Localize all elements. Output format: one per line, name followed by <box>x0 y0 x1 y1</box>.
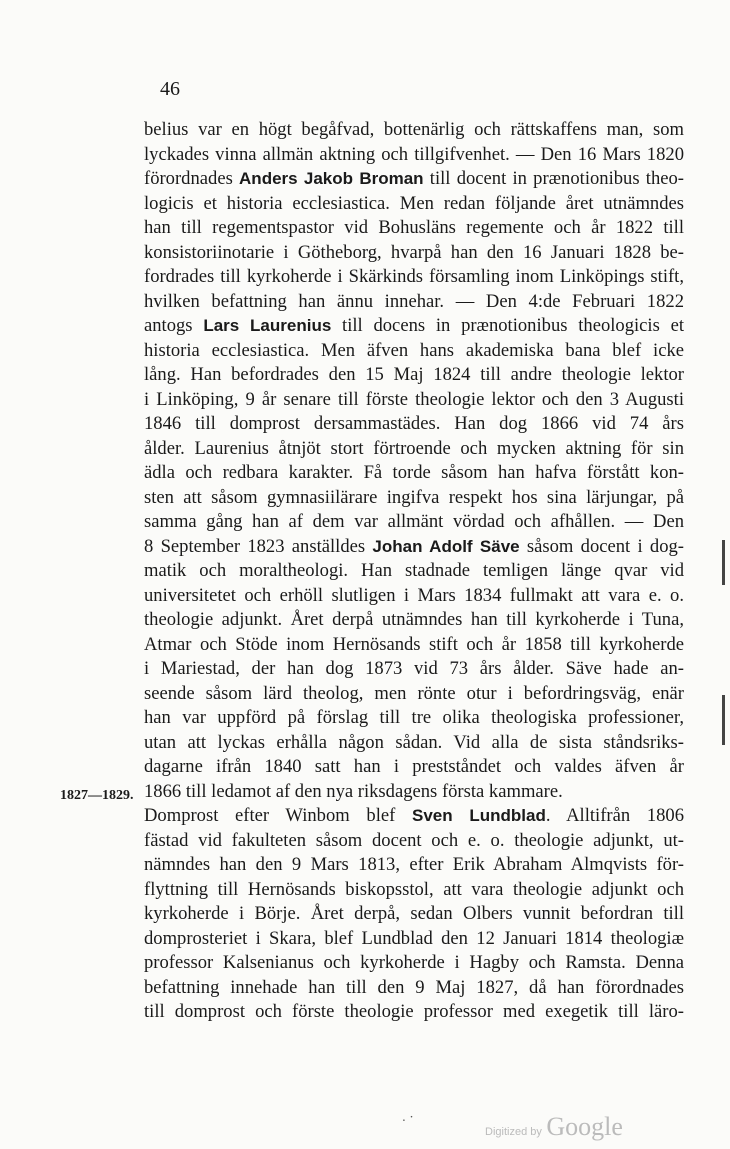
text-line <box>144 731 684 756</box>
text-line <box>144 657 684 682</box>
text-line <box>144 290 684 315</box>
text-run: historia ecclesiastica. Men äfven hans akademiska bana blef icke <box>144 339 684 361</box>
text-run: seende såsom lärd theolog, men rönte otur i befordringsväg, enär <box>144 682 684 704</box>
text-run: 8 September 1823 anställdes <box>144 535 373 557</box>
margin-rule <box>722 540 725 585</box>
text-line <box>144 829 684 854</box>
text-line <box>144 192 684 217</box>
body-text <box>144 118 684 1025</box>
text-line <box>144 804 684 829</box>
text-run: hvilken befattning han ännu innehar. — Den 4:de Februari 1822 <box>144 290 684 312</box>
text-run: 1846 till domprost dersammastädes. Han dog 1866 vid 74 års <box>144 413 684 434</box>
text-line <box>144 437 684 462</box>
text-run: domprosteriet i Skara, blef Lundblad den 12 Januari 1814 theologiæ <box>144 927 684 949</box>
text-line <box>144 682 684 707</box>
text-run: belius var en högt begåfvad, bottenärlig och rättskaffens man, som <box>144 119 684 140</box>
text-line <box>144 535 684 560</box>
text-run: Atmar och Stöde inom Hernösands stift och år 1858 till kyrkoherde <box>144 633 684 655</box>
text-line <box>144 608 684 633</box>
text-run: ädla och redbara karakter. Få torde såsom han hafva förstått kon- <box>144 462 684 483</box>
text-line <box>144 878 684 903</box>
text-line <box>144 412 684 437</box>
text-run: antogs <box>144 315 204 336</box>
text-line <box>144 143 684 168</box>
text-line <box>144 461 684 486</box>
text-run: ålder. Laurenius åtnjöt stort förtroende och mycken aktning för sin <box>144 437 684 459</box>
text-run: flyttning till Hernösands biskopsstol, att vara theologie adjunkt och <box>144 878 684 900</box>
text-run: sten att såsom gymnasiilärare ingifva respekt hos sina lärjungar, på <box>144 486 684 508</box>
text-run: universitetet och erhöll slutligen i Mars 1834 fullmakt att vara e. o. <box>144 584 684 606</box>
text-run: lång. Han befordrades den 15 Maj 1824 till andre theologie lektor <box>144 364 684 385</box>
text-line <box>144 510 684 535</box>
text-run: . Alltifrån 1806 <box>545 805 685 826</box>
text-line <box>144 241 684 266</box>
text-run: lyckades vinna allmän aktning och tillgifvenhet. — Den 16 Mars 1820 <box>144 143 684 165</box>
text-line <box>144 951 684 976</box>
text-run: i Mariestad, der han dog 1873 vid 73 års ålder. Säve hade an- <box>144 658 684 679</box>
person-name: Johan Adolf Säve <box>372 536 520 556</box>
text-run: utan att lyckas erhålla någon sådan. Vid alla de sista ståndsriks- <box>144 731 684 753</box>
page-number: 46 <box>160 78 180 100</box>
margin-note-years: 1827—1829. <box>60 788 134 803</box>
text-run: theologie adjunkt. Året derpå utnämndes han till kyrkoherde i Tuna, <box>144 609 684 630</box>
text-run: han till regementspastor vid Bohusläns regemente och år 1822 till <box>144 217 684 238</box>
text-line <box>144 755 684 780</box>
person-name: Anders Jakob Broman <box>239 169 424 188</box>
text-run: han var uppförd på förslag till tre olika theologiska professioner, <box>144 707 684 728</box>
text-line <box>144 902 684 927</box>
text-line <box>144 1000 684 1025</box>
text-line <box>144 976 684 1001</box>
text-run: nämndes han den 9 Mars 1813, efter Erik Abraham Almqvists för- <box>144 854 684 875</box>
footer-dots: . · <box>402 1110 414 1124</box>
text-line <box>144 167 684 192</box>
text-line <box>144 363 684 388</box>
text-line <box>144 118 684 143</box>
text-line <box>144 584 684 609</box>
text-run: till docent in prænotionibus theo- <box>423 168 684 189</box>
text-run: till docens in prænotionibus theologicis et <box>331 315 684 336</box>
text-run: dagarne ifrån 1840 satt han i prestståndet och valdes äfven år <box>144 756 684 777</box>
text-run: befattning innehade han till den 9 Maj 1827, då han förordnades <box>144 976 684 998</box>
margin-rule <box>722 695 725 745</box>
text-run: 1866 till ledamot af den nya riksdagens första kammare. <box>144 780 563 802</box>
text-run: fordrades till kyrkoherde i Skärkinds församling inom Linköpings stift, <box>144 266 684 287</box>
watermark-brand: Google <box>546 1112 623 1141</box>
text-run: fästad vid fakulteten såsom docent och e. o. theologie adjunkt, ut- <box>144 829 684 851</box>
text-line <box>144 927 684 952</box>
text-run: Domprost efter Winbom blef <box>144 805 412 826</box>
text-run: i Linköping, 9 år senare till förste theologie lektor och den 3 Augusti <box>144 388 684 410</box>
person-name: Sven Lundblad <box>411 806 546 825</box>
person-name: Lars Laurenius <box>203 316 332 335</box>
text-line <box>144 853 684 878</box>
text-run: konsistoriinotarie i Götheborg, hvarpå han den 16 Januari 1828 be- <box>144 241 684 263</box>
text-line <box>144 780 684 805</box>
watermark-prefix: Digitized by <box>485 1126 542 1138</box>
text-line <box>144 388 684 413</box>
text-line <box>144 216 684 241</box>
text-run: matik och moraltheologi. Han stadnade temligen länge qvar vid <box>144 560 684 581</box>
text-run: till domprost och förste theologie professor med exegetik till läro- <box>144 1001 684 1022</box>
text-line <box>144 314 684 339</box>
text-run: såsom docent i dog- <box>519 535 684 557</box>
text-run: samma gång han af dem var allmänt vördad och afhållen. — Den <box>144 511 684 532</box>
text-run: logicis et historia ecclesiastica. Men redan följande året utnämndes <box>144 192 684 214</box>
text-line <box>144 486 684 511</box>
watermark <box>485 1112 623 1142</box>
text-line <box>144 559 684 584</box>
text-line <box>144 633 684 658</box>
text-run: professor Kalsenianus och kyrkoherde i Hagby och Ramsta. Denna <box>144 952 684 973</box>
text-line <box>144 265 684 290</box>
text-line <box>144 339 684 364</box>
text-line <box>144 706 684 731</box>
text-run: förordnades <box>144 168 240 189</box>
text-run: kyrkoherde i Börje. Året derpå, sedan Olbers vunnit befordran till <box>144 903 684 924</box>
